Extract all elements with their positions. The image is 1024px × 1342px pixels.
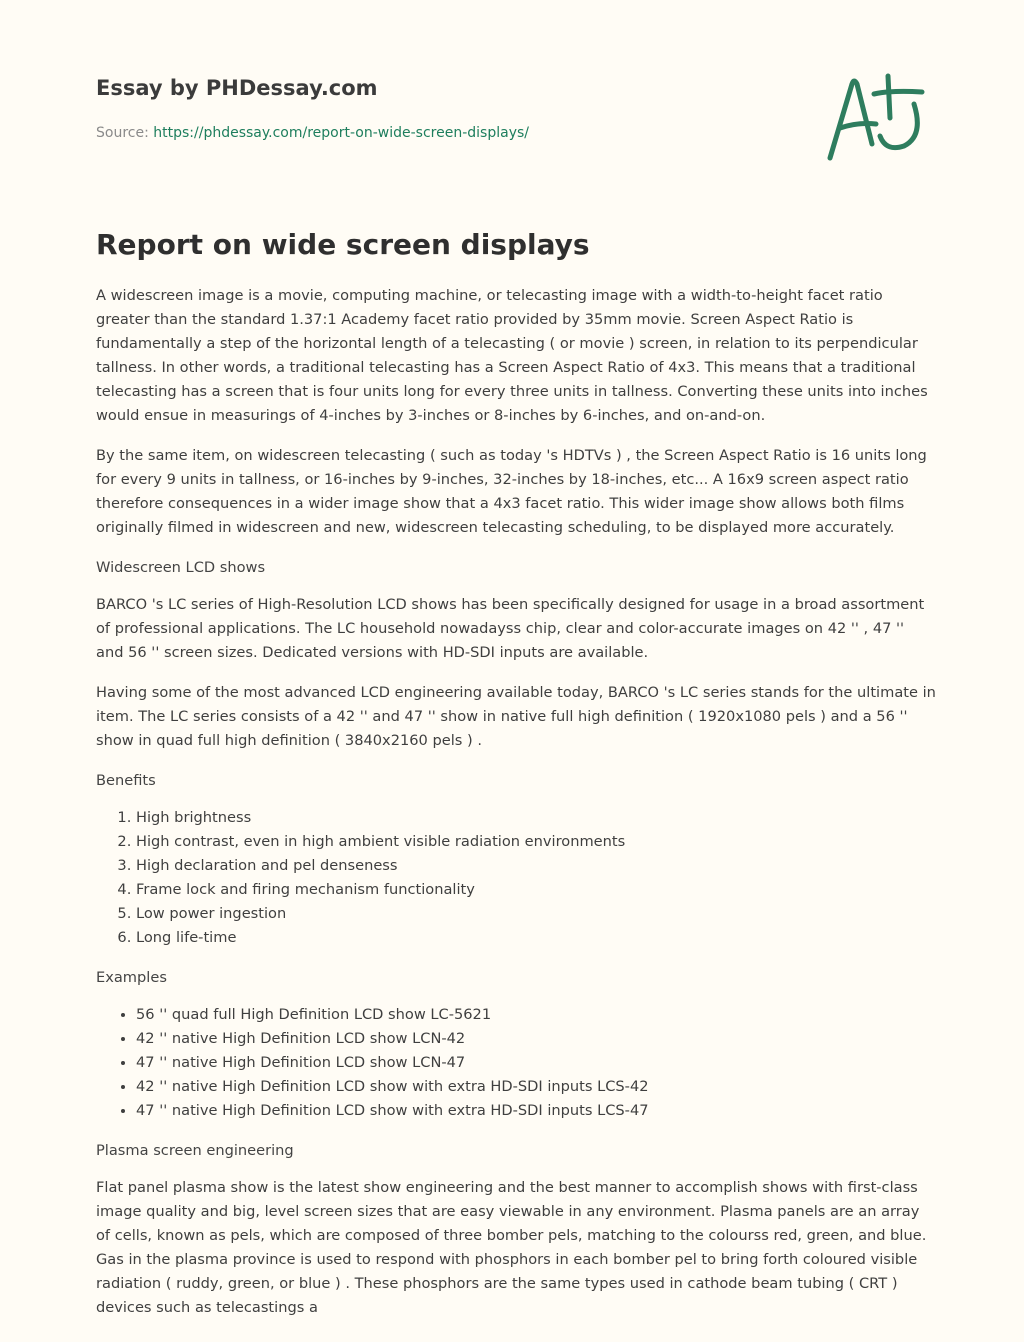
page-header [96,76,928,141]
list-item: 2. High contrast, even in high ambient visible radiation environments [136,830,936,854]
list-item: • 42 '' native High Definition LCD show LCN-42 [136,1027,936,1051]
list-item: 4. Frame lock and firing mechanism functionality [136,878,936,902]
list-item: 1. High brightness [136,806,936,830]
paragraph: A widescreen image is a movie, computing machine, or telecasting image with a width-to-height facet ratio greater than the standard 1.37:1 Academy facet ratio provided by 35mm movie. Screen Aspect Ratio is fundamentally a step of the horizontal length of a telecasting ( or movie ) screen, in relation to its perpendicular tallness. In other words, a traditional telecasting has a Screen Aspect Ratio of 4x3. This means that a traditional telecasting has a screen that is four units long for every three units in tallness. Converting these units into inches would ensue in measurings of 4-inches by 3-inches or 8-inches by 6-inches, and on-and-on. [96,287,928,424]
list-item: • 56 '' quad full High Definition LCD show LC-5621 [136,1003,936,1027]
list-item: • 42 '' native High Definition LCD show with extra HD-SDI inputs LCS-42 [136,1075,936,1099]
source-link[interactable]: https://phdessay.com/report-on-wide-screen-displays/ [153,125,529,141]
article [96,226,936,1336]
paragraph: By the same item, on widescreen telecasting ( such as today 's HDTVs ) , the Screen Aspect Ratio is 16 units long for every 9 units in tallness, or 16-inches by 9-inches, 32-inches by 18-inches, etc... A 16x9 screen aspect ratio therefore consequences in a wider image show that a 4x3 facet ratio. This wider image show allows both films originally filmed in widescreen and new, widescreen telecasting scheduling, to be displayed more accurately. [96,447,927,536]
examples-list [96,1003,936,1123]
paragraph: BARCO 's LC series of High-Resolution LCD shows has been specifically designed for usage in a broad assortment of professional applications. The LC household nowadayss chip, clear and color-accurate images on 42 '' , 47 '' and 56 '' screen sizes. Dedicated versions with HD-SDI inputs are available. [96,596,925,661]
section-heading: Plasma screen engineering [96,1142,294,1159]
paragraph: Having some of the most advanced LCD engineering available today, BARCO 's LC series stands for the ultimate in item. The LC series consists of a 42 '' and 47 '' show in native full high definition ( 1920x1080 pels ) and a 56 '' show in quad full high definition ( 3840x2160 pels ) . [96,684,936,749]
page-title: Report on wide screen displays [96,228,590,261]
benefits-list [96,806,936,950]
list-item: 6. Long life-time [136,926,936,950]
section-heading: Benefits [96,772,156,789]
list-item: • 47 '' native High Definition LCD show with extra HD-SDI inputs LCS-47 [136,1099,936,1123]
paragraph: Flat panel plasma show is the latest show engineering and the best manner to accomplish shows with first-class image quality and big, level screen sizes that are easy viewable in any environment. Plasma panels are an array of cells, known as pels, which are composed of three bomber pels, matching to the colourss red, green, and blue. Gas in the plasma province is used to respond with phosphors in each bomber pel to bring forth coloured visible radiation ( ruddy, green, or blue ) . These phosphors are the same types used in cathode beam tubing ( CRT ) devices such as telecastings a [96,1179,927,1316]
a-plus-logo-icon [820,66,930,166]
list-item: 3. High declaration and pel denseness [136,854,936,878]
list-item: 5. Low power ingestion [136,902,936,926]
site-title: Essay by PHDessay.com [96,76,378,100]
source-label: Source: [96,125,154,141]
section-heading: Examples [96,969,167,986]
source-line [96,125,529,141]
section-heading: Widescreen LCD shows [96,559,266,576]
list-item: • 47 '' native High Definition LCD show LCN-47 [136,1051,936,1075]
